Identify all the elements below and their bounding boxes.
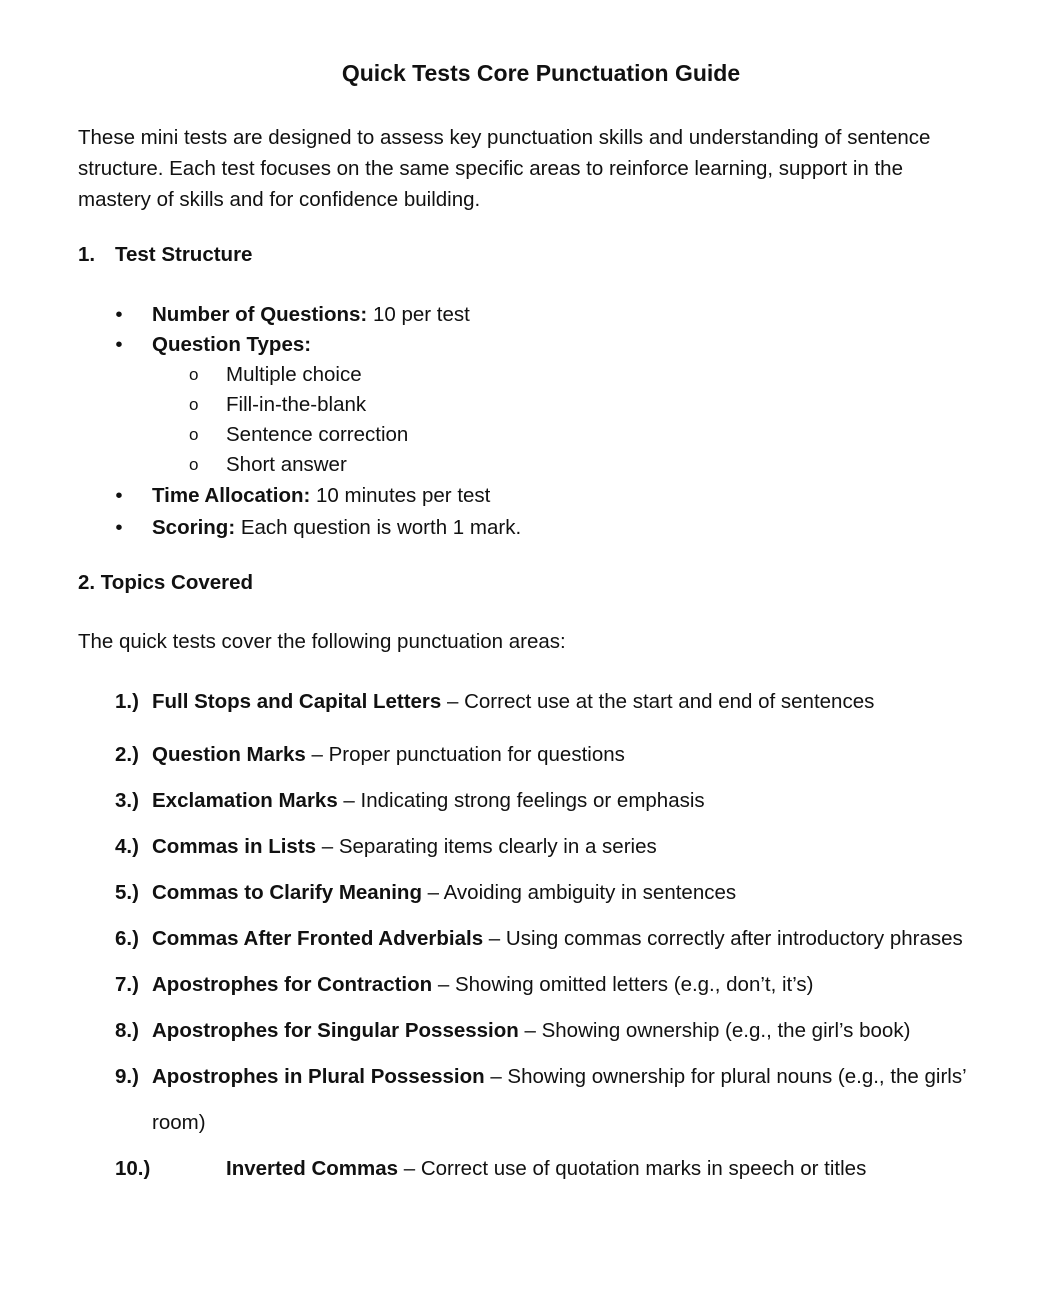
bullet-value: 10 minutes per test — [310, 484, 491, 507]
topic-title: Full Stops and Capital Letters — [152, 690, 442, 713]
bullet-icon: • — [115, 303, 123, 326]
bullet-label: Number of Questions: — [152, 303, 368, 326]
topic-description: – Using commas correctly after introductory phrases — [483, 927, 963, 950]
topic-number: 6.) — [115, 927, 139, 950]
topic-description: – Proper punctuation for questions — [305, 743, 625, 766]
topic-item — [0, 732, 1058, 778]
topic-title: Apostrophes for Singular Possession — [152, 1019, 519, 1042]
sub-bullet-item — [0, 450, 1058, 480]
topic-description: – Showing ownership (e.g., the girl’s book) — [518, 1019, 911, 1042]
bullet-icon: • — [115, 484, 123, 507]
bullet-icon: • — [115, 333, 123, 356]
topic-description: – Separating items clearly in a series — [316, 835, 657, 858]
topic-item — [0, 916, 1058, 962]
topic-title: Exclamation Marks — [152, 789, 338, 812]
topic-title: Commas in Lists — [152, 835, 317, 858]
topic-number: 9.) — [115, 1065, 139, 1088]
topic-description: – Showing omitted letters (e.g., don’t, it’s) — [432, 973, 814, 996]
sub-bullet-item — [0, 360, 1058, 390]
topic-title: Inverted Commas — [226, 1157, 399, 1180]
topic-title: Commas After Fronted Adverbials — [152, 927, 484, 950]
question-type: Multiple choice — [226, 363, 362, 386]
topic-number: 7.) — [115, 973, 139, 996]
topic-title: Apostrophes for Contraction — [152, 973, 433, 996]
section-number: 1. — [78, 243, 96, 266]
circle-bullet-icon: o — [189, 425, 199, 444]
section-heading-test-structure — [78, 243, 252, 267]
topic-number: 3.) — [115, 789, 139, 812]
topic-description: – Showing ownership for plural nouns (e.g., the girls’ room) — [152, 1065, 966, 1134]
question-type: Short answer — [226, 453, 347, 476]
topic-item — [0, 962, 1058, 1008]
test-structure-list — [0, 300, 1058, 544]
topic-title: Apostrophes in Plural Possession — [152, 1065, 485, 1088]
topic-number: 5.) — [115, 881, 139, 904]
topic-title: Commas to Clarify Meaning — [152, 881, 422, 904]
topics-list — [0, 686, 1058, 1192]
bullet-time-allocation — [0, 480, 1058, 512]
question-type: Sentence correction — [226, 423, 409, 446]
question-type: Fill-in-the-blank — [226, 393, 367, 416]
topic-item — [0, 1146, 1058, 1192]
bullet-icon: • — [115, 516, 123, 539]
bullet-value: 10 per test — [367, 303, 470, 326]
sub-bullet-item — [0, 390, 1058, 420]
bullet-number-of-questions — [0, 300, 1058, 330]
bullet-question-types — [0, 330, 1058, 360]
bullet-scoring — [0, 512, 1058, 544]
section-heading-topics-covered: 2. Topics Covered — [78, 571, 254, 594]
bullet-label: Question Types: — [152, 333, 312, 356]
topic-number: 8.) — [115, 1019, 139, 1042]
section-title: Test Structure — [115, 243, 253, 266]
sub-bullet-item — [0, 420, 1058, 450]
topic-item — [0, 1008, 1058, 1054]
topic-item — [0, 778, 1058, 824]
bullet-label: Scoring: — [152, 516, 236, 539]
intro-paragraph: These mini tests are designed to assess key punctuation skills and understanding of sentence structure. Each test focuses on the same specific areas to reinforce learning, support in the mastery of skills and for confidence building. — [78, 126, 931, 211]
topic-item — [0, 824, 1058, 870]
topic-number: 2.) — [115, 743, 139, 766]
topic-item — [0, 1054, 1058, 1146]
circle-bullet-icon: o — [189, 455, 199, 474]
bullet-label: Time Allocation: — [152, 484, 311, 507]
topic-number: 1.) — [115, 690, 139, 713]
topic-item — [0, 870, 1058, 916]
topic-item — [0, 686, 1058, 718]
topic-description: – Avoiding ambiguity in sentences — [421, 881, 737, 904]
topic-number: 4.) — [115, 835, 139, 858]
circle-bullet-icon: o — [189, 365, 199, 384]
document-title: Quick Tests Core Punctuation Guide — [341, 60, 741, 86]
topics-lead-sentence: The quick tests cover the following punctuation areas: — [78, 630, 566, 653]
topic-description: – Indicating strong feelings or emphasis — [337, 789, 705, 812]
bullet-value: Each question is worth 1 mark. — [235, 516, 522, 539]
topic-description: – Correct use at the start and end of sentences — [441, 690, 875, 713]
circle-bullet-icon: o — [189, 395, 199, 414]
topic-title: Question Marks — [152, 743, 306, 766]
topic-number: 10.) — [115, 1157, 151, 1180]
topic-description: – Correct use of quotation marks in speech or titles — [398, 1157, 867, 1180]
